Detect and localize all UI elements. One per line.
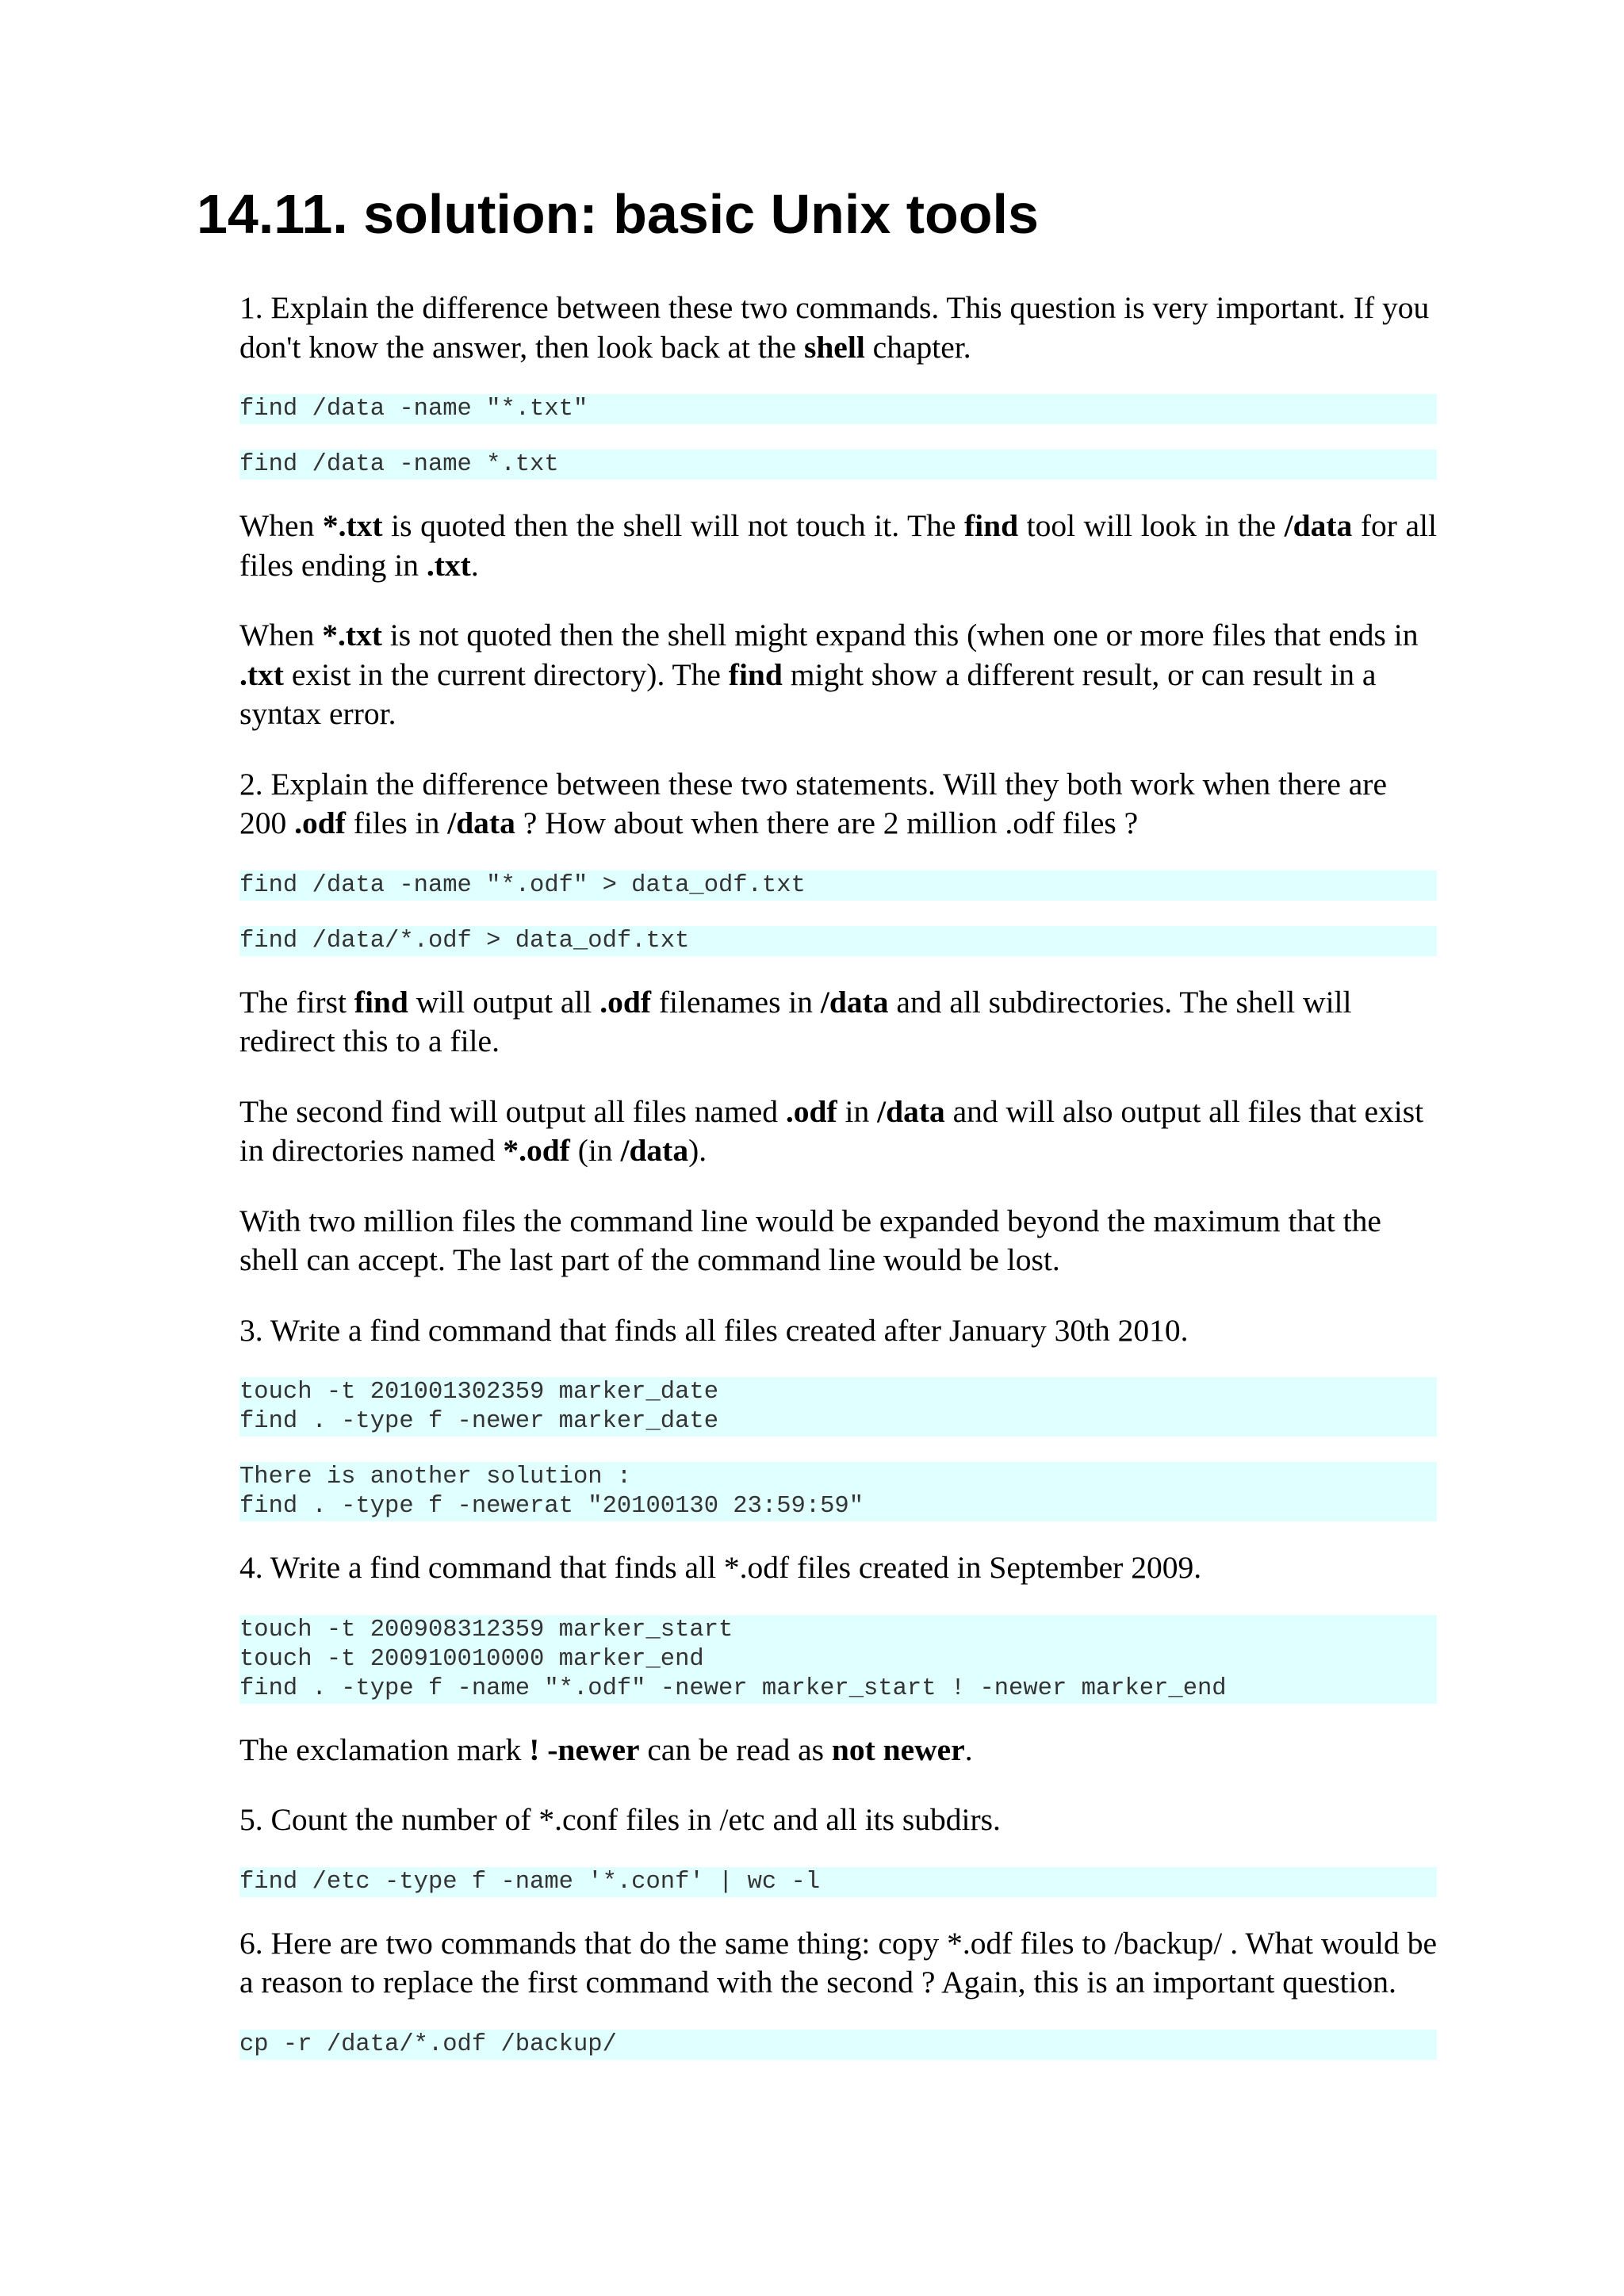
- code-line: find /data/*.odf > data_odf.txt: [239, 927, 690, 955]
- code-block: [239, 450, 1437, 480]
- code-line: find . -type f -newer marker_date: [239, 1408, 718, 1435]
- answer-paragraph: The second find will output all files named .odf in /data and will also output all files that exist in directories named *.odf (in /data).: [239, 1093, 1424, 1168]
- code-line: find /data -name "*.txt": [239, 396, 588, 423]
- code-block: [239, 394, 1437, 424]
- question-3: 3. Write a find command that finds all files created after January 30th 2010.: [239, 1312, 1189, 1348]
- document-body: [239, 289, 1437, 2085]
- code-block: [239, 1377, 1437, 1437]
- answer-paragraph: With two million files the command line would be expanded beyond the maximum that the shell can accept. The last part of the command line would be lost.: [239, 1203, 1381, 1277]
- code-block: [239, 926, 1437, 956]
- code-block: [239, 871, 1437, 901]
- code-block: [239, 2030, 1437, 2060]
- code-block: [239, 1615, 1437, 1704]
- code-line: find . -type f -newerat "20100130 23:59:59": [239, 1493, 864, 1520]
- question-2: 2. Explain the difference between these two statements. Will they both work when there are 200 .odf files in /data ? How about when there are 2 million .odf files ?: [239, 766, 1387, 840]
- question-4: 4. Write a find command that finds all *.odf files created in September 2009.: [239, 1550, 1202, 1585]
- question-5: 5. Count the number of *.conf files in /etc and all its subdirs.: [239, 1802, 1001, 1837]
- question-1: 1. Explain the difference between these two commands. This question is very important. If you don't know the answer, then look back at the shell chapter.: [239, 290, 1430, 365]
- code-block: [239, 1867, 1437, 1897]
- code-line: touch -t 200910010000 marker_end: [239, 1645, 704, 1673]
- code-line: cp -r /data/*.odf /backup/: [239, 2030, 617, 2058]
- code-line: find /data -name *.txt: [239, 451, 559, 478]
- page-title: 14.11. solution: basic Unix tools: [197, 183, 1039, 245]
- code-line: find /data -name "*.odf" > data_odf.txt: [239, 871, 806, 899]
- code-line: There is another solution :: [239, 1464, 632, 1490]
- code-line: touch -t 200908312359 marker_start: [239, 1616, 733, 1644]
- question-6: 6. Here are two commands that do the same thing: copy *.odf files to /backup/ . What would be a reason to replace the first command with the second ? Again, this is an important question.: [239, 1925, 1437, 1999]
- code-block: [239, 1462, 1437, 1521]
- code-line: touch -t 201001302359 marker_date: [239, 1379, 718, 1406]
- answer-paragraph: The first find will output all .odf filenames in /data and all subdirectories. The shell will redirect this to a file.: [239, 984, 1352, 1058]
- answer-paragraph: The exclamation mark ! -newer can be read as not newer.: [239, 1732, 973, 1767]
- answer-paragraph: When *.txt is not quoted then the shell might expand this (when one or more files that ends in .txt exist in the current directory). The find might show a different result, or can result in a syntax error.: [239, 618, 1419, 731]
- code-line: find /etc -type f -name '*.conf' | wc -l: [239, 1868, 821, 1896]
- answer-paragraph: When *.txt is quoted then the shell will not touch it. The find tool will look in the /data for all files ending in .txt.: [239, 508, 1437, 583]
- code-line: find . -type f -name "*.odf" -newer marker_start ! -newer marker_end: [239, 1674, 1227, 1702]
